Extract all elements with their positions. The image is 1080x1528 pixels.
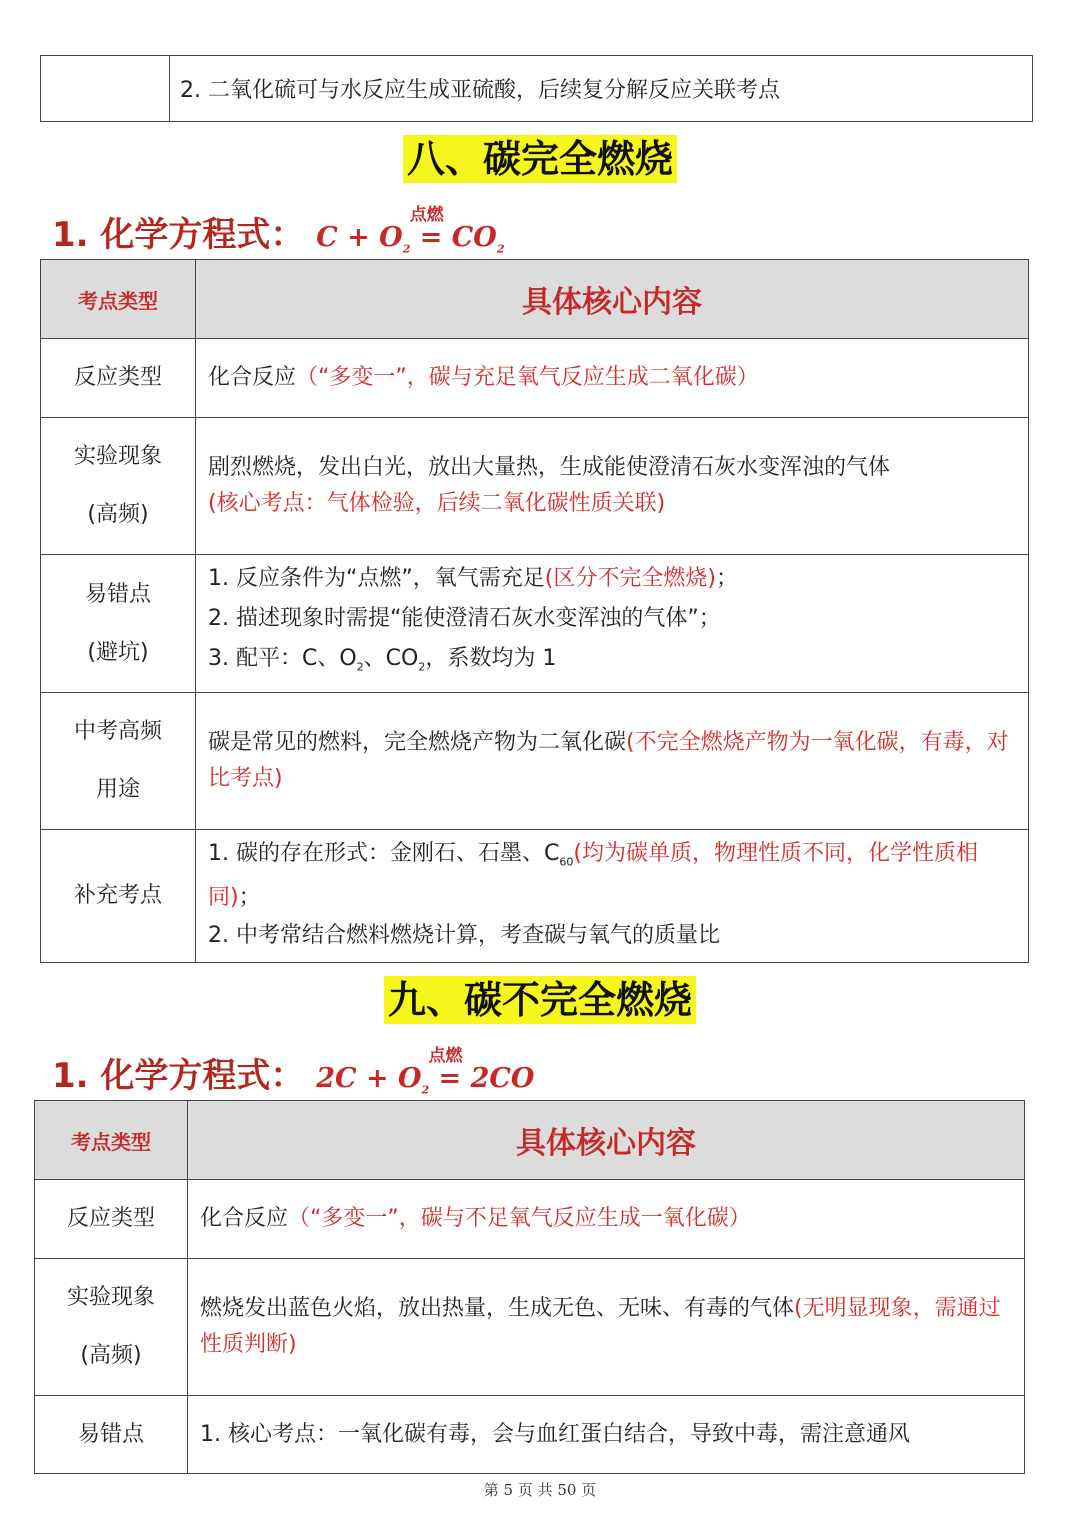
section-8-table <box>40 259 1029 963</box>
page-footer: 第 5 页 共 50 页 <box>483 1481 597 1499</box>
header-content: 具体核心内容 <box>196 260 1029 339</box>
section-8-title: 八、碳完全燃烧 <box>0 128 1080 183</box>
top-table-empty-cell <box>41 56 170 122</box>
row-label: 中考高频 用途 <box>41 693 196 830</box>
row-label: 反应类型 <box>35 1180 188 1259</box>
row-content: 剧烈燃烧，发出白光，放出大量热，生成能使澄清石灰水变浑浊的气体 (核心考点：气体检验，后续二氧化碳性质关联) <box>196 418 1029 555</box>
row-label: 反应类型 <box>41 339 196 418</box>
row-content: 燃烧发出蓝色火焰，放出热量，生成无色、无味、有毒的气体(无明显现象，需通过性质判断) <box>188 1259 1025 1396</box>
section-9-equation: 1. 化学方程式： $2C + O_2$ 点燃 = 2CO <box>52 1046 535 1097</box>
section-8-equation: 1. 化学方程式： $C + O_2$ 点燃 = $CO_2$ <box>52 205 505 256</box>
top-table <box>40 55 1033 122</box>
section-9-title: 九、碳不完全燃烧 <box>0 969 1080 1024</box>
row-content: 化合反应（“多变一”，碳与不足氧气反应生成一氧化碳） <box>188 1180 1025 1259</box>
row-content: 1. 核心考点：一氧化碳有毒，会与血红蛋白结合，导致中毒，需注意通风 <box>188 1396 1025 1474</box>
top-table-text: 2. 二氧化硫可与水反应生成亚硫酸，后续复分解反应关联考点 <box>170 56 1033 122</box>
row-content: 碳是常见的燃料，完全燃烧产物为二氧化碳(不完全燃烧产物为一氧化碳，有毒，对比考点) <box>196 693 1029 830</box>
row-label: 易错点 <box>35 1396 188 1474</box>
row-label: 易错点 (避坑) <box>41 555 196 693</box>
row-label: 实验现象 (高频) <box>41 418 196 555</box>
row-content: 1. 碳的存在形式：金刚石、石墨、$C_{60}$(均为碳单质，物理性质不同，化学性质相同)； 2. 中考常结合燃料燃烧计算，考查碳与氧气的质量比 <box>196 830 1029 963</box>
header-type: 考点类型 <box>35 1101 188 1180</box>
header-content: 具体核心内容 <box>188 1101 1025 1180</box>
row-label: 实验现象 (高频) <box>35 1259 188 1396</box>
section-9-table <box>34 1100 1025 1474</box>
row-content: 1. 反应条件为“点燃”，氧气需充足(区分不完全燃烧)； 2. 描述现象时需提“能使澄清石灰水变浑浊的气体”； 3. 配平：C、$O_2$、$CO_2$，系数均为 1 <box>196 555 1029 693</box>
row-content: 化合反应（“多变一”，碳与充足氧气反应生成二氧化碳） <box>196 339 1029 418</box>
header-type: 考点类型 <box>41 260 196 339</box>
row-label: 补充考点 <box>41 830 196 963</box>
